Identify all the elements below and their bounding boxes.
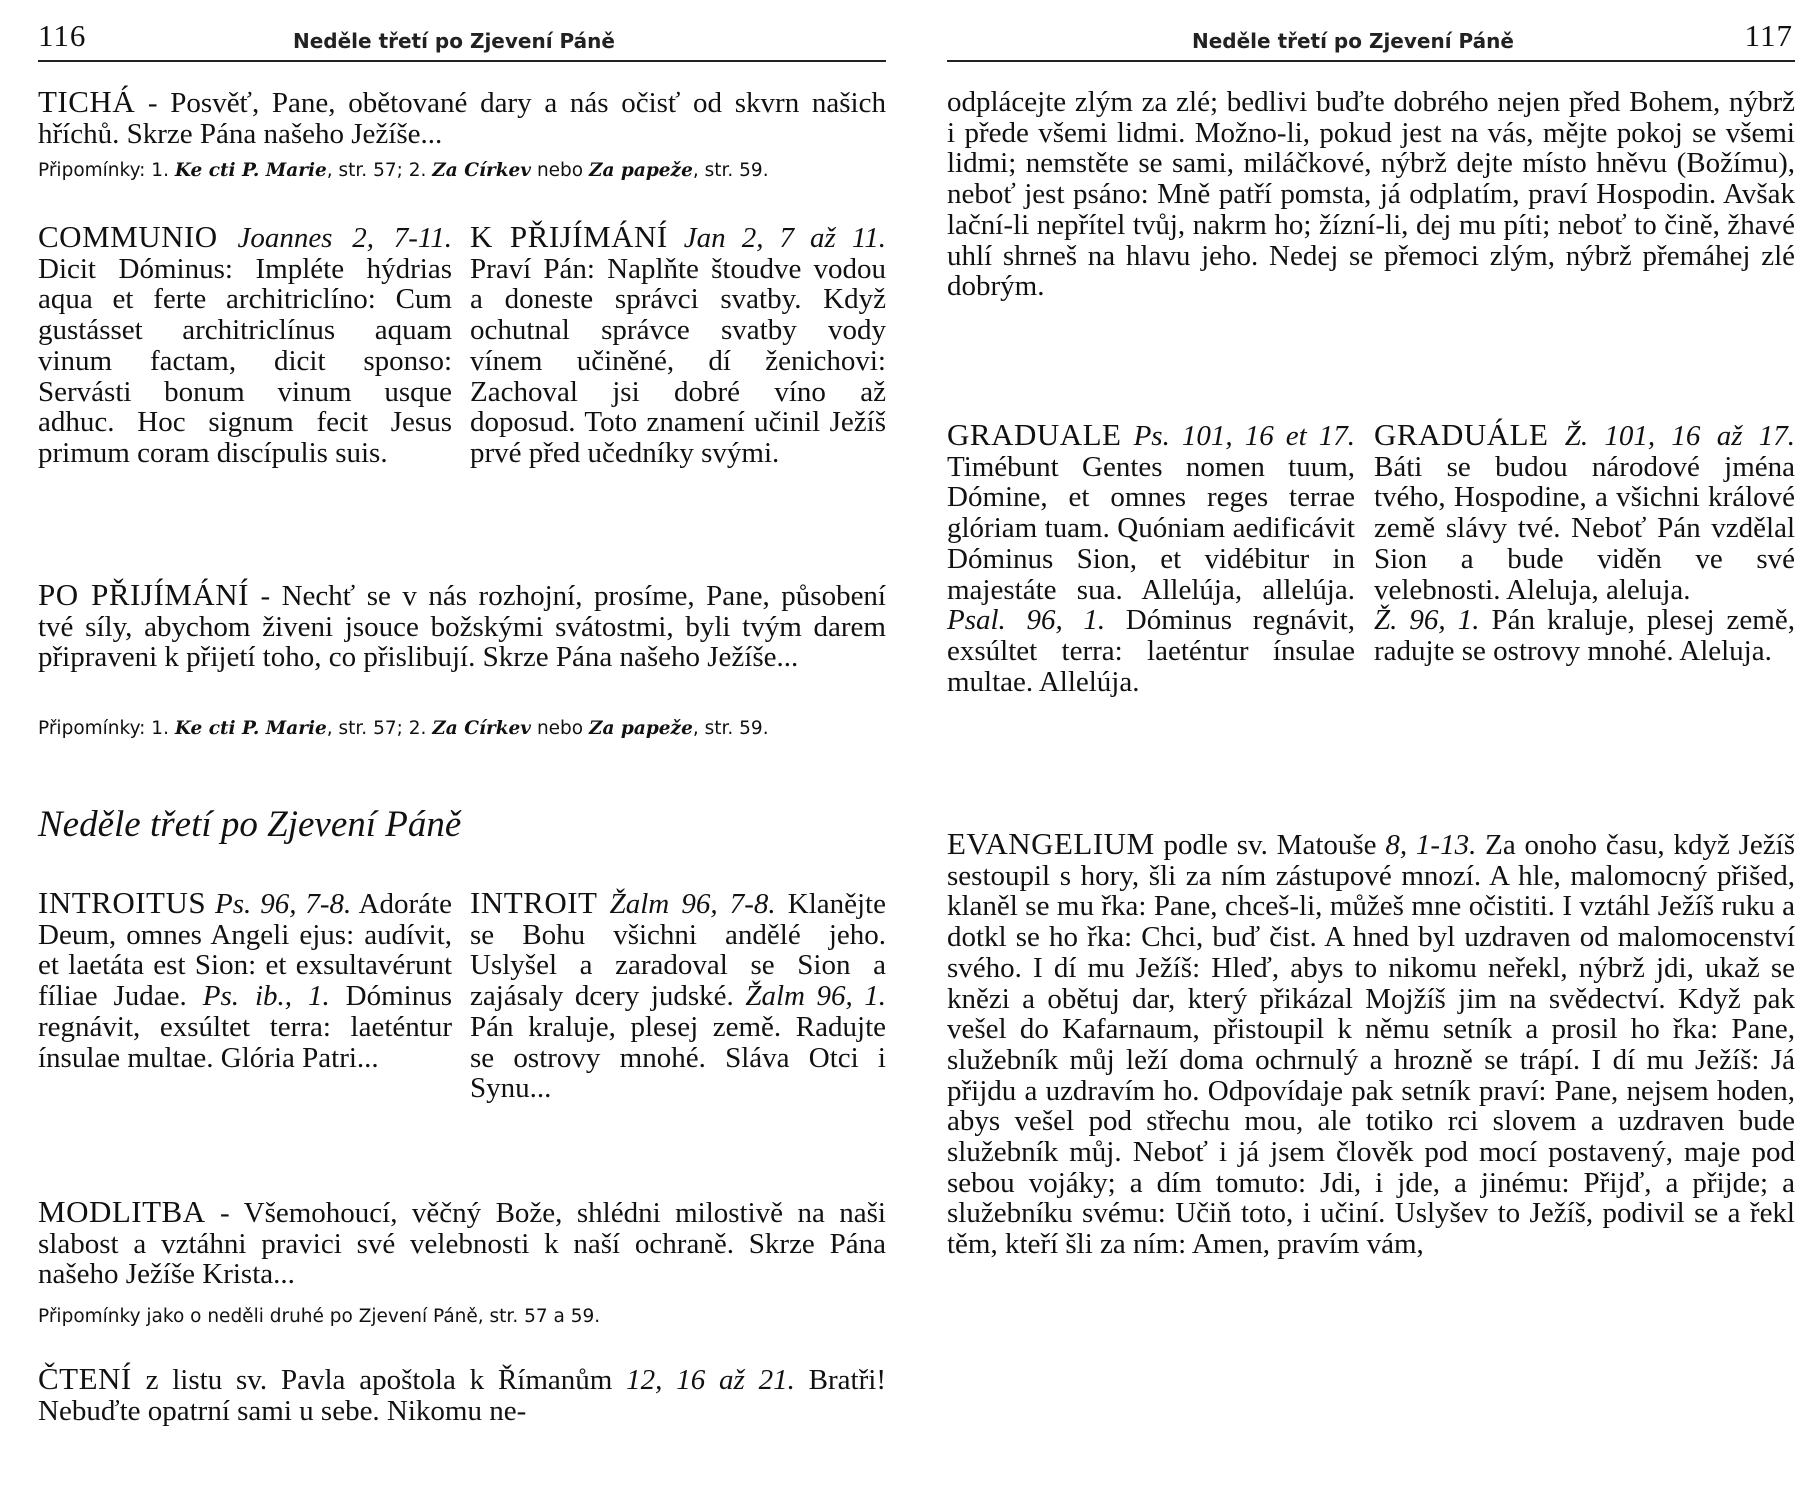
introit-czech-text: Klanějte se Bohu všichni andělé jeho. Uslyšel a zaradoval se Sion a zajásaly dcery judské. bbox=[470, 888, 886, 1013]
note-label: Připomínky: 1. bbox=[38, 718, 169, 739]
ticha-text: - Posvěť, Pane, obětované dary a nás očisť od skvrn našich hříchů. Skrze Pána našeho Ježíše... bbox=[38, 87, 886, 150]
commemorations-note-3: Připomínky jako o neděli druhé po Zjevení Páně, str. 57 a 59. bbox=[38, 1306, 601, 1327]
po-prijimani-text: - Nechť se v nás rozhojní, prosíme, Pane, působení tvé síly, abychom živeni jsouce božskými svátostmi, byli tvým darem připraveni k přijetí toho, co přislibují. Skrze Pána našeho Ježíše... bbox=[38, 580, 886, 674]
communio-heading: COMMUNIO bbox=[38, 219, 218, 254]
introitus-latin-text: Adoráte Deum, omnes Angeli ejus: audívit, et laetáta est Sion: et exsultavérunt fíliae Judae. bbox=[38, 888, 452, 1013]
modlitba-paragraph bbox=[38, 1194, 886, 1291]
note-ref: Za papeže bbox=[589, 160, 693, 181]
note-page: , str. 59. bbox=[692, 160, 769, 181]
scripture-ref: 8, 1-13. bbox=[1376, 829, 1477, 861]
page-number: 116 bbox=[38, 18, 87, 53]
page-number: 117 bbox=[1744, 18, 1793, 53]
scripture-ref: Psal. 96, 1. bbox=[947, 604, 1106, 637]
scripture-ref: 12, 16 až 21. bbox=[612, 1364, 795, 1396]
graduale-czech-text: Báti se budou národové jména tvého, Hospodine, a všichni králové země slávy tvé. Neboť Pán vzdělal Sion a bude viděn ve své velebnosti. Aleluja, aleluja. bbox=[1374, 450, 1795, 606]
communio-czech bbox=[470, 219, 886, 469]
communio-latin-text: Dicit Dóminus: Impléte hýdrias aqua et ferte architriclíno: Cum gustásset architriclínus aquam vinum factam, dicit sponso: Servásti bonum vinum usque adhuc. Hoc signum fecit Jesus primum coram discípulis suis. bbox=[38, 252, 452, 469]
communio-czech-text: Praví Pán: Naplňte štoudve vodou a doneste správci svatby. Když ochutnal správce svatby vody vínem učiněné, dí ženichovi: Zachoval jsi dobré víno až doposud. Toto znamení učinil Ježíš prvé před učedníky svými. bbox=[470, 252, 886, 469]
note-page: , str. 57; 2. bbox=[326, 718, 427, 739]
note-ref: Ke cti P. Marie bbox=[174, 160, 327, 181]
scripture-ref: Ps. 96, 7-8. bbox=[206, 888, 352, 920]
commemorations-note-2 bbox=[38, 718, 886, 740]
cteni-continuation: odplácejte zlým za zlé; bedlivi buďte dobrého nejen před Bohem, nýbrž i přede všemi lidmi. Možno-li, pokud jest na vás, mějte pokoj se všemi lidmi; nemstěte se sami, miláčkové, nýbrž dejte místo hněvu (Božímu), neboť jest psáno: Mně patří pomsta, já odplatím, praví Hospodin. Avšak lační-li nepřítel tvůj, nakrm ho; žízní-li, dej mu píti; neboť to čině, žhavé uhlí shrneš na hlavu jeho. Nedej se přemoci zlým, nýbrž přemáhej zlé dobrým. bbox=[947, 86, 1795, 303]
note-or: nebo bbox=[531, 718, 589, 739]
graduale-latin-text-2: Dóminus regnávit, exsúltet terra: laeténtur ínsulae multae. Allelúja. bbox=[947, 604, 1356, 698]
cteni-paragraph bbox=[38, 1361, 886, 1427]
note-ref: Za Církev bbox=[432, 160, 532, 181]
note-ref: Za papeže bbox=[589, 718, 693, 739]
graduale-latin-text: Timébunt Gentes nomen tuum, Dómine, et omnes reges terrae glóriam tuam. Quóniam aedificávit Dóminus Sion, et vidébitur in majestáte sua. Allelúja, allelúja. bbox=[947, 450, 1355, 606]
running-title: Neděle třetí po Zjevení Páně bbox=[1192, 29, 1514, 53]
scripture-ref: Žalm 96, 1. bbox=[733, 980, 886, 1013]
note-page: , str. 59. bbox=[692, 718, 769, 739]
cteni-heading: ČTENÍ bbox=[38, 1361, 132, 1396]
running-header bbox=[947, 20, 1795, 62]
po-prijimani-paragraph bbox=[38, 577, 886, 674]
scripture-ref: Jan 2, 7 až 11. bbox=[667, 222, 886, 254]
k-prijimani-heading: K PŘIJÍMÁNÍ bbox=[470, 219, 668, 254]
introitus-latin-text-2: Dóminus regnávit, exsúltet terra: laeténtur ínsulae multae. Glória Patri... bbox=[38, 980, 453, 1074]
introit-czech-text-2: Pán kraluje, plesej země. Radujte se ostrovy mnohé. Sláva Otci i Synu... bbox=[470, 1010, 886, 1105]
section-title: Neděle třetí po Zjevení Páně bbox=[38, 804, 462, 845]
scripture-ref: Ps. 101, 16 et 17. bbox=[1121, 420, 1355, 452]
modlitba-text: - Všemohoucí, věčný Bože, shlédni milostivě na naši slabost a vztáhni pravici své velebnosti k naší ochraně. Skrze Pána našeho Ježíše Krista... bbox=[38, 1197, 886, 1291]
note-page: , str. 57; 2. bbox=[326, 160, 427, 181]
scripture-ref: Joannes 2, 7-11. bbox=[217, 222, 452, 254]
evangelium-heading: EVANGELIUM bbox=[947, 826, 1155, 861]
right-page bbox=[947, 0, 1795, 1500]
left-page bbox=[38, 0, 886, 1500]
cteni-text-2: Bratři! Nebuďte opatrní sami u sebe. Nikomu ne- bbox=[38, 1364, 886, 1427]
commemorations-note-1 bbox=[38, 160, 886, 182]
scripture-ref: Ž. 101, 16 až 17. bbox=[1548, 420, 1795, 452]
po-prijimani-heading: PO PŘIJÍMÁNÍ bbox=[38, 577, 249, 612]
introitus-heading: INTROITUS bbox=[38, 885, 207, 920]
evangelium-text: podle sv. Matouše bbox=[1154, 829, 1377, 861]
ticha-paragraph bbox=[38, 84, 886, 150]
evangelium-paragraph bbox=[947, 826, 1795, 1261]
introitus-latin bbox=[38, 885, 453, 1074]
graduale-czech-heading: GRADUÁLE bbox=[1374, 417, 1549, 452]
scripture-ref: Ps. ib., 1. bbox=[186, 980, 330, 1013]
communio-latin bbox=[38, 219, 452, 469]
graduale-heading: GRADUALE bbox=[947, 417, 1122, 452]
ticha-heading: TICHÁ bbox=[38, 84, 136, 119]
modlitba-heading: MODLITBA bbox=[38, 1194, 206, 1229]
introit-heading: INTROIT bbox=[470, 885, 598, 920]
note-label: Připomínky: 1. bbox=[38, 160, 169, 181]
graduale-latin bbox=[947, 417, 1356, 698]
scripture-ref: Ž. 96, 1. bbox=[1374, 604, 1480, 637]
note-ref: Ke cti P. Marie bbox=[174, 718, 327, 739]
note-or: nebo bbox=[531, 160, 589, 181]
scripture-ref: Žalm 96, 7-8. bbox=[597, 888, 776, 920]
evangelium-text-2: Za onoho času, když Ježíš sestoupil s hory, šli za ním zástupové mnozí. A hle, malomocný přišed, klaněl se mu řka: Pane, chceš-li, můžeš mne očistiti. I vztáhl Ježíš ruku a dotkl se ho řka: Chci, buď čist. A hned byl uzdraven od malomocenství svého. I dí mu Ježíš: Hleď, abys to nikomu neřekl, nýbrž jdi, ukaž se knězi a obětuj dar, který přikázal Mojžíš jim na svědectví. Když pak vešel do Kafarnaum, přistoupil k němu setník a prosil ho řka: Pane, služebník můj leží doma ochrnulý a hrozně se trápí. I dí mu Ježíš: Já přijdu a uzdravím ho. Odpovídaje pak setník praví: Pane, nejsem hoden, abys vešel pod střechu mou, ale totiko rci slovem a uzdraven bude služebník můj. Neboť i já jsem člověk pod mocí postavený, maje pod sebou vojáky; a dím tomuto: Jdi, i jde, a jinému: Přijď, a přijde; a služebníku svému: Učiň toto, i učiní. Uslyšev to Ježíš, podivil se a řekl těm, kteří šli za ním: Amen, pravím vám, bbox=[947, 829, 1795, 1261]
graduale-czech-text-2: Pán kraluje, plesej země, radujte se ostrovy mnohé. Aleluja. bbox=[1374, 604, 1795, 667]
introit-czech bbox=[470, 885, 886, 1105]
cteni-text: z listu sv. Pavla apoštola k Římanům bbox=[131, 1364, 613, 1396]
running-header bbox=[38, 20, 886, 62]
note-ref: Za Církev bbox=[432, 718, 532, 739]
running-title: Neděle třetí po Zjevení Páně bbox=[293, 29, 615, 53]
graduale-czech bbox=[1374, 417, 1795, 667]
